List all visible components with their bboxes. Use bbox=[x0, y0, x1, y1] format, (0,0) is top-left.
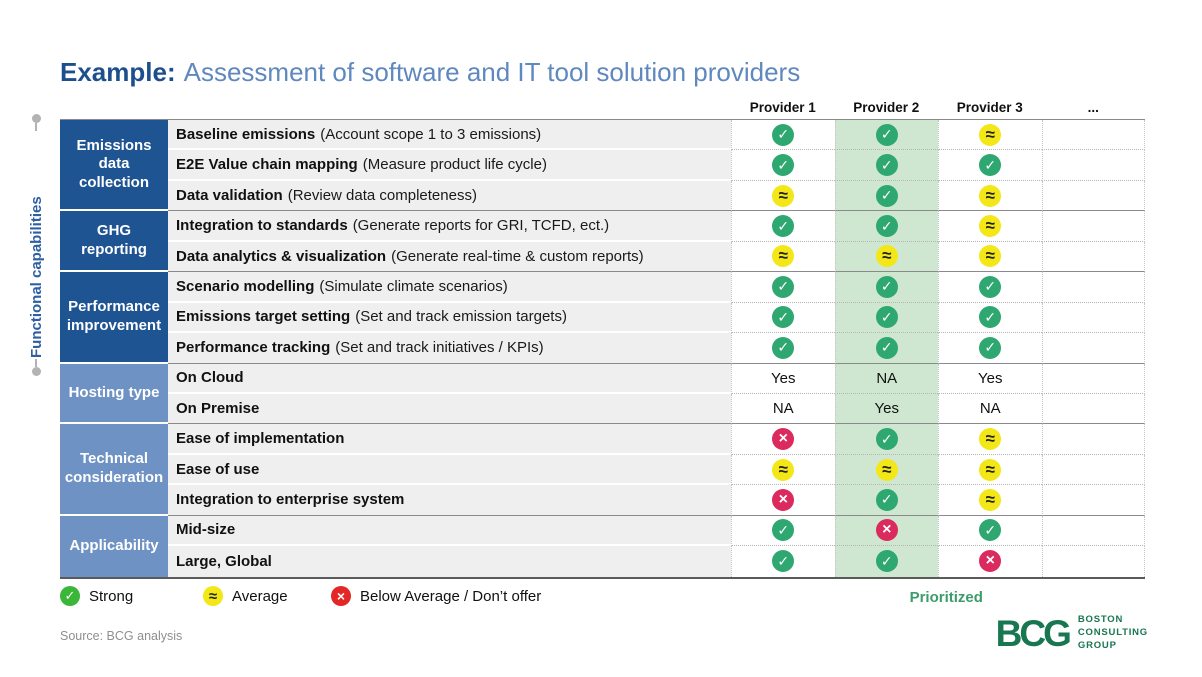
cell-baseline-emissions-provider-2 bbox=[835, 120, 939, 150]
cell-text: Yes bbox=[771, 369, 796, 387]
below-icon: × bbox=[772, 428, 794, 450]
page-title-prefix: Example: bbox=[60, 57, 176, 87]
cell-scenario-modelling-provider-3 bbox=[938, 272, 1042, 302]
cell-text: Yes bbox=[874, 400, 899, 418]
row-label-integration-to-standards: Integration to standards (Generate reports for GRI, TCFD, ect.) bbox=[168, 211, 731, 241]
row-label-mid-size: Mid-size bbox=[168, 516, 731, 546]
strong-icon: ✓ bbox=[772, 276, 794, 298]
row-label-ease-of-implementation: Ease of implementation bbox=[168, 424, 731, 454]
group-header-hosting-type: Hosting type bbox=[60, 364, 168, 425]
cell-mid-size-provider-2 bbox=[835, 516, 939, 546]
cell-on-premise-provider-3 bbox=[938, 394, 1042, 424]
strong-icon: ✓ bbox=[876, 124, 898, 146]
cell-text: NA bbox=[772, 400, 794, 418]
axis-top-dot-icon bbox=[32, 114, 41, 123]
average-icon: ≈ bbox=[772, 245, 794, 267]
row-label-on-cloud: On Cloud bbox=[168, 364, 731, 394]
cell-performance-tracking-provider-3 bbox=[938, 333, 1042, 363]
cell-on-cloud-provider-1 bbox=[731, 364, 835, 394]
cell-e2e-value-chain-mapping-provider-3 bbox=[938, 150, 1042, 180]
row-label-data-validation: Data validation (Review data completeness) bbox=[168, 181, 731, 211]
cell-scenario-modelling-provider-2 bbox=[835, 272, 939, 302]
cell-integration-to-enterprise-system-provider-3 bbox=[938, 485, 1042, 515]
average-icon: ≈ bbox=[979, 428, 1001, 450]
average-icon: ≈ bbox=[979, 185, 1001, 207]
page-title bbox=[60, 57, 800, 88]
strong-icon: ✓ bbox=[772, 337, 794, 359]
cell-large-global-provider-2 bbox=[835, 546, 939, 576]
average-icon: ≈ bbox=[772, 185, 794, 207]
cell-emissions-target-setting-provider-1 bbox=[731, 303, 835, 333]
cell-integration-to-enterprise-system-provider-2 bbox=[835, 485, 939, 515]
group-header-technical-consideration: Technical consideration bbox=[60, 424, 168, 515]
cell-performance-tracking-provider-1 bbox=[731, 333, 835, 363]
group-header-performance-improvement: Performance improvement bbox=[60, 272, 168, 363]
row-label-scenario-modelling: Scenario modelling (Simulate climate scenarios) bbox=[168, 272, 731, 302]
cell-on-premise-provider-1 bbox=[731, 394, 835, 424]
average-icon: ≈ bbox=[203, 586, 223, 606]
cell-performance-tracking-provider-2 bbox=[835, 333, 939, 363]
cell-integration-to-standards-provider-4 bbox=[1042, 211, 1146, 241]
strong-icon: ✓ bbox=[876, 550, 898, 572]
cell-e2e-value-chain-mapping-provider-4 bbox=[1042, 150, 1146, 180]
bcg-logo bbox=[996, 614, 1148, 652]
legend-item-strong bbox=[60, 586, 133, 606]
strong-icon: ✓ bbox=[979, 154, 1001, 176]
axis-bottom-stem bbox=[35, 359, 37, 367]
strong-icon: ✓ bbox=[876, 489, 898, 511]
column-header-provider-2: Provider 2 bbox=[853, 100, 920, 115]
strong-icon: ✓ bbox=[979, 276, 1001, 298]
cell-ease-of-implementation-provider-4 bbox=[1042, 424, 1146, 454]
group-header-ghg-reporting: GHG reporting bbox=[60, 211, 168, 272]
cell-baseline-emissions-provider-1 bbox=[731, 120, 835, 150]
cell-data-analytics-visualization-provider-2 bbox=[835, 242, 939, 272]
strong-icon: ✓ bbox=[876, 215, 898, 237]
row-label-on-premise: On Premise bbox=[168, 394, 731, 424]
cell-data-validation-provider-4 bbox=[1042, 181, 1146, 211]
bcg-logo-lines: BOSTON CONSULTING GROUP bbox=[1077, 614, 1148, 651]
below-icon: × bbox=[772, 489, 794, 511]
cell-ease-of-implementation-provider-1 bbox=[731, 424, 835, 454]
strong-icon: ✓ bbox=[876, 306, 898, 328]
legend-item-average bbox=[203, 586, 288, 606]
cell-emissions-target-setting-provider-3 bbox=[938, 303, 1042, 333]
cell-data-analytics-visualization-provider-4 bbox=[1042, 242, 1146, 272]
cell-text: NA bbox=[876, 369, 898, 387]
strong-icon: ✓ bbox=[876, 154, 898, 176]
strong-icon: ✓ bbox=[979, 337, 1001, 359]
cell-baseline-emissions-provider-3 bbox=[938, 120, 1042, 150]
axis-top-stem bbox=[35, 123, 37, 131]
column-header-more: ... bbox=[1087, 100, 1099, 115]
row-label-performance-tracking: Performance tracking (Set and track initiatives / KPIs) bbox=[168, 333, 731, 363]
cell-mid-size-provider-1 bbox=[731, 516, 835, 546]
cell-on-cloud-provider-4 bbox=[1042, 364, 1146, 394]
assessment-matrix bbox=[60, 96, 1145, 579]
cell-ease-of-use-provider-1 bbox=[731, 455, 835, 485]
cell-integration-to-standards-provider-1 bbox=[731, 211, 835, 241]
cell-text: Yes bbox=[978, 369, 1003, 387]
cell-ease-of-use-provider-2 bbox=[835, 455, 939, 485]
cell-on-cloud-provider-2 bbox=[835, 364, 939, 394]
strong-icon: ✓ bbox=[772, 215, 794, 237]
prioritized-label: Prioritized bbox=[909, 589, 983, 606]
row-label-ease-of-use: Ease of use bbox=[168, 455, 731, 485]
axis-bottom-dot-icon bbox=[32, 367, 41, 376]
cell-data-validation-provider-1 bbox=[731, 181, 835, 211]
row-label-e2e-value-chain-mapping: E2E Value chain mapping (Measure product life cycle) bbox=[168, 150, 731, 180]
cell-e2e-value-chain-mapping-provider-1 bbox=[731, 150, 835, 180]
average-icon: ≈ bbox=[979, 459, 1001, 481]
cell-large-global-provider-4 bbox=[1042, 546, 1146, 576]
cell-integration-to-standards-provider-3 bbox=[938, 211, 1042, 241]
bcg-logo-mark: BCG bbox=[995, 612, 1069, 654]
strong-icon: ✓ bbox=[772, 519, 794, 541]
strong-icon: ✓ bbox=[60, 586, 80, 606]
average-icon: ≈ bbox=[772, 459, 794, 481]
cell-baseline-emissions-provider-4 bbox=[1042, 120, 1146, 150]
legend-label-average: Average bbox=[232, 587, 288, 605]
cell-integration-to-enterprise-system-provider-4 bbox=[1042, 485, 1146, 515]
legend-item-below-average bbox=[331, 586, 541, 606]
page-title-rest: Assessment of software and IT tool solution providers bbox=[183, 57, 801, 87]
group-header-emissions-data-collection: Emissions data collection bbox=[60, 120, 168, 211]
cell-on-premise-provider-2 bbox=[835, 394, 939, 424]
cell-large-global-provider-3 bbox=[938, 546, 1042, 576]
strong-icon: ✓ bbox=[772, 306, 794, 328]
cell-e2e-value-chain-mapping-provider-2 bbox=[835, 150, 939, 180]
strong-icon: ✓ bbox=[979, 519, 1001, 541]
column-header-provider-1: Provider 1 bbox=[749, 100, 816, 115]
below-icon: × bbox=[979, 550, 1001, 572]
cell-ease-of-implementation-provider-2 bbox=[835, 424, 939, 454]
cell-ease-of-use-provider-3 bbox=[938, 455, 1042, 485]
strong-icon: ✓ bbox=[876, 337, 898, 359]
cell-mid-size-provider-4 bbox=[1042, 516, 1146, 546]
row-label-large-global: Large, Global bbox=[168, 546, 731, 576]
cell-text: NA bbox=[979, 400, 1001, 418]
axis-label: Functional capabilities bbox=[27, 196, 45, 358]
average-icon: ≈ bbox=[979, 489, 1001, 511]
source-note: Source: BCG analysis bbox=[60, 629, 183, 643]
average-icon: ≈ bbox=[979, 124, 1001, 146]
average-icon: ≈ bbox=[876, 245, 898, 267]
average-icon: ≈ bbox=[876, 459, 898, 481]
average-icon: ≈ bbox=[979, 245, 1001, 267]
cell-on-premise-provider-4 bbox=[1042, 394, 1146, 424]
cell-data-analytics-visualization-provider-3 bbox=[938, 242, 1042, 272]
strong-icon: ✓ bbox=[876, 428, 898, 450]
cell-scenario-modelling-provider-1 bbox=[731, 272, 835, 302]
cell-integration-to-enterprise-system-provider-1 bbox=[731, 485, 835, 515]
average-icon: ≈ bbox=[979, 215, 1001, 237]
column-header-provider-3: Provider 3 bbox=[956, 100, 1023, 115]
cell-data-validation-provider-3 bbox=[938, 181, 1042, 211]
group-header-applicability: Applicability bbox=[60, 516, 168, 577]
strong-icon: ✓ bbox=[876, 185, 898, 207]
strong-icon: ✓ bbox=[979, 306, 1001, 328]
strong-icon: ✓ bbox=[772, 154, 794, 176]
strong-icon: ✓ bbox=[772, 124, 794, 146]
legend-label-below-average: Below Average / Don’t offer bbox=[360, 587, 542, 605]
row-label-data-analytics-visualization: Data analytics & visualization (Generate real-time & custom reports) bbox=[168, 242, 731, 272]
cell-on-cloud-provider-3 bbox=[938, 364, 1042, 394]
row-label-baseline-emissions: Baseline emissions (Account scope 1 to 3 emissions) bbox=[168, 120, 731, 150]
cell-ease-of-implementation-provider-3 bbox=[938, 424, 1042, 454]
cell-performance-tracking-provider-4 bbox=[1042, 333, 1146, 363]
column-headers bbox=[60, 96, 1145, 119]
cell-mid-size-provider-3 bbox=[938, 516, 1042, 546]
row-label-emissions-target-setting: Emissions target setting (Set and track emission targets) bbox=[168, 303, 731, 333]
cell-emissions-target-setting-provider-4 bbox=[1042, 303, 1146, 333]
strong-icon: ✓ bbox=[876, 276, 898, 298]
below-average-icon: × bbox=[331, 586, 351, 606]
cell-data-analytics-visualization-provider-1 bbox=[731, 242, 835, 272]
row-label-integration-to-enterprise-system: Integration to enterprise system bbox=[168, 485, 731, 515]
cell-emissions-target-setting-provider-2 bbox=[835, 303, 939, 333]
matrix-body bbox=[60, 119, 1145, 579]
cell-ease-of-use-provider-4 bbox=[1042, 455, 1146, 485]
legend-label-strong: Strong bbox=[89, 587, 134, 605]
below-icon: × bbox=[876, 519, 898, 541]
cell-scenario-modelling-provider-4 bbox=[1042, 272, 1146, 302]
functional-capabilities-axis bbox=[22, 114, 50, 376]
strong-icon: ✓ bbox=[772, 550, 794, 572]
cell-data-validation-provider-2 bbox=[835, 181, 939, 211]
cell-integration-to-standards-provider-2 bbox=[835, 211, 939, 241]
cell-large-global-provider-1 bbox=[731, 546, 835, 576]
